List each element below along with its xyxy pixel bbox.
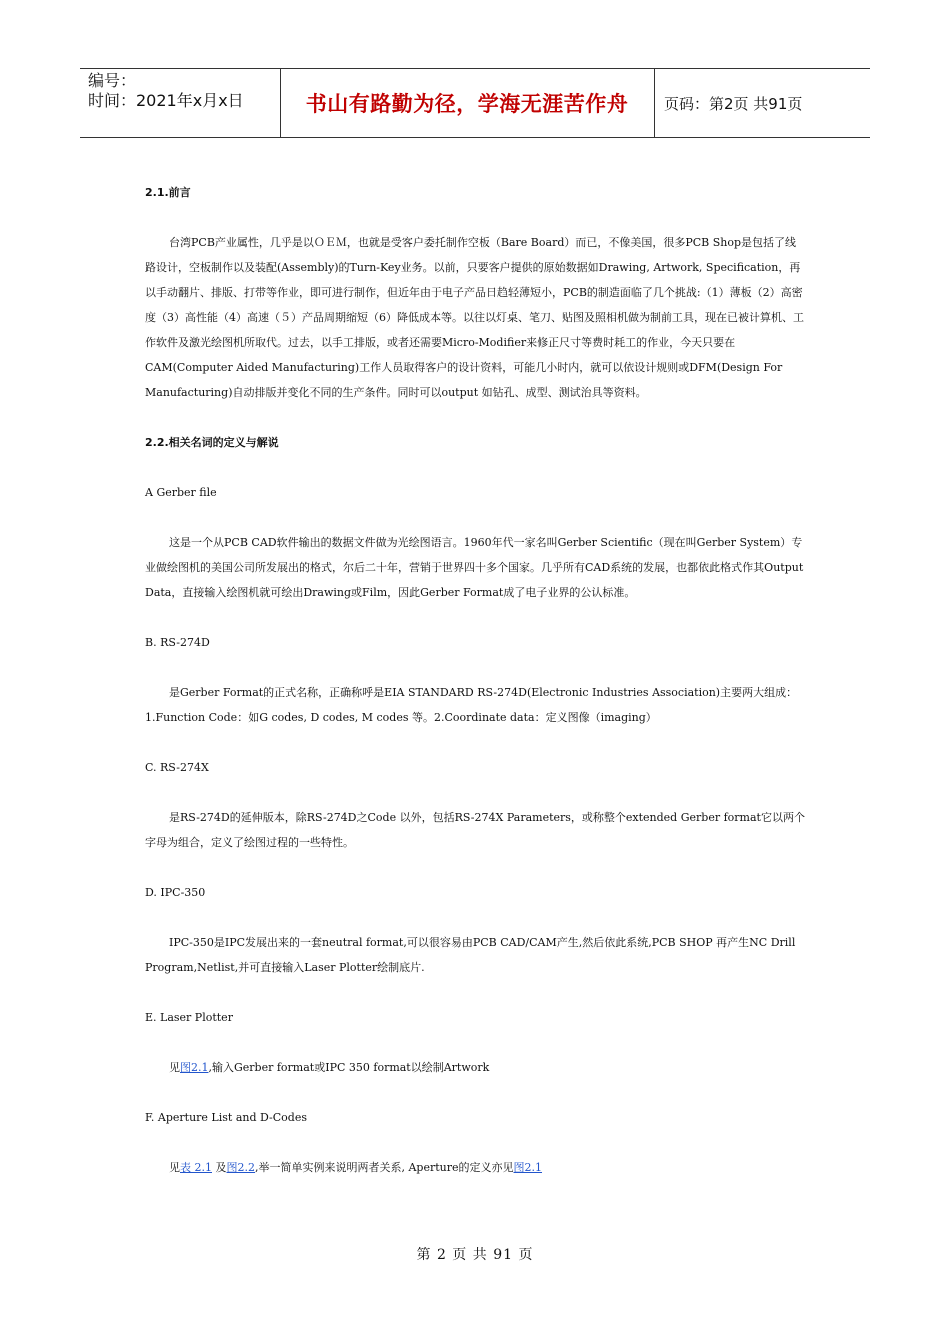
paragraph: 是Gerber Format的正式名称，正确称呼是EIA STANDARD RS-274D(Electronic Industries Association)主要两大组成：1.Function Code：如G codes, D codes, M codes 等。2.Coordinate data：定义图像（imaging） [145,686,798,724]
paragraph: 这是一个从PCB CAD软件输出的数据文件做为光绘图语言。1960年代一家名叫Gerber Scientific（现在叫Gerber System）专业做绘图机的美国公司所发展出的格式，尔后二十年，营销于世界四十多个国家。几乎所有CAD系统的发展，也都依此格式作其Output Data，直接输入绘图机就可绘出Drawing或Film，因此Gerber Format成了电子业界的公认标准。 [145,536,804,599]
term-title: A Gerber file [145,486,217,499]
header-motto: 书山有路勤为径，学海无涯苦作舟 [305,92,629,116]
term-title: D. IPC-350 [145,886,206,899]
term-title: F. Aperture List and D-Codes [145,1111,307,1124]
time-label: 时间：2021年x月x日 [88,91,244,110]
figure-link[interactable]: 图2.2 [226,1161,255,1174]
number-label: 编号： [88,71,137,90]
section-title: 2.1.前言 [145,186,191,199]
paragraph [145,1055,805,1080]
text: 见 [169,1061,180,1074]
text: 及 [212,1161,227,1174]
text: ,输入Gerber format或IPC 350 format以绘制Artwork [208,1061,490,1074]
text: ,举一简单实例来说明两者关系, Aperture的定义亦见 [255,1161,514,1174]
paragraph: IPC-350是IPC发展出来的一套neutral format,可以很容易由PCB CAD/CAM产生,然后依此系统,PCB SHOP 再产生NC Drill Program,Netlist,并可直接输入Laser Plotter绘制底片. [145,936,796,974]
figure-link[interactable]: 图2.1 [513,1161,543,1174]
paragraph: 台湾PCB产业属性，几乎是以ＯＥＭ，也就是受客户委托制作空板（Bare Board）而已，不像美国，很多PCB Shop是包括了线路设计，空板制作以及装配(Assembly)的Turn-Key业务。以前，只要客户提供的原始数据如Drawing, Artwork, Specification，再以手动翻片、排版、打带等作业，即可进行制作，但近年由于电子产品日趋轻薄短小，PCB的制造面临了几个挑战:（1）薄板（2）高密度（3）高性能（4）高速（５）产品周期缩短（6）降低成本等。以往以灯桌、笔刀、贴图及照相机做为制前工具，现在已被计算机、工作软件及激光绘图机所取代。过去，以手工排版，或者还需要Micro-Modifier来修正尺寸等费时耗工的作业，今天只要在CAM(Computer Aided Manufacturing)工作人员取得客户的设计资料，可能几小时内，就可以依设计规则或DFM(Design For Manufacturing)自动排版并变化不同的生产条件。同时可以output 如钻孔、成型、测试治具等资料。 [145,236,804,399]
document-body [145,180,805,1180]
paragraph [145,1155,805,1180]
page-footer: 第 2 页 共 91 页 [416,1247,534,1263]
text: 见 [169,1161,180,1174]
figure-link[interactable]: 图2.1 [180,1061,209,1074]
term-title: B. RS-274D [145,636,210,649]
table-link[interactable]: 表 2.1 [180,1161,212,1174]
header-divider [654,69,655,137]
document-header [80,68,870,138]
section-title: 2.2.相关名词的定义与解说 [145,436,279,449]
term-title: C. RS-274X [145,761,209,774]
term-title: E. Laser Plotter [145,1011,233,1024]
header-left-block [88,71,280,111]
header-page-info: 页码：第2页 共91页 [664,94,803,113]
paragraph: 是RS-274D的延伸版本，除RS-274D之Code 以外，包括RS-274X Parameters，或称整个extended Gerber format它以两个字母为组合，定义了绘图过程的一些特性。 [145,811,805,849]
